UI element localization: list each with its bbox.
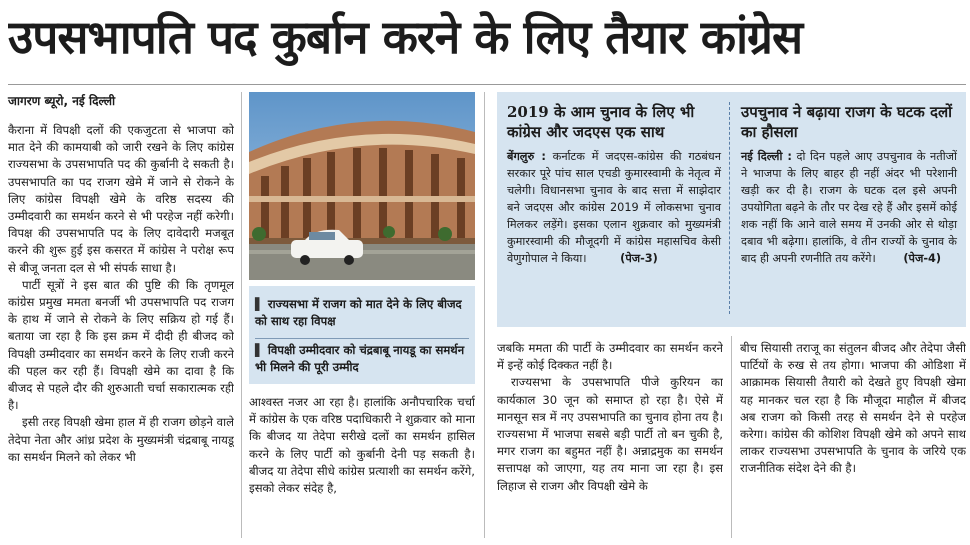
paragraph: इसी तरह विपक्षी खेमा हाल में ही राजग छोड़ने वाले तेदेपा नेता और आंध्र प्रदेश के मुख्यमंत्री चंद्रबाबू नायडू का समर्थन मिलने को लेकर भी bbox=[8, 415, 234, 464]
highlights-box bbox=[249, 286, 475, 384]
highlight-text: राज्यसभा में राजग को मात देने के लिए बीजद को साथ रहा विपक्ष bbox=[255, 297, 462, 328]
paragraph: जबकि ममता की पार्टी के उम्मीदवार का समर्थन करने में इन्हें कोई दिक्कत नहीं है। bbox=[497, 341, 723, 373]
related-news-text bbox=[741, 148, 957, 267]
parliament-photo bbox=[249, 92, 475, 280]
headline-rule bbox=[8, 84, 966, 85]
page-ref: (पेज-3) bbox=[620, 252, 658, 265]
paragraph: आश्वस्त नजर आ रहा है। हालांकि अनौपचारिक चर्चा में कांग्रेस के एक वरिष्ठ पदाधिकारी ने शुक्रवार को माना कि बीजद या तेदेपा सरीखे दलों का समर्थन हासिल करने के लिए पार्टी को कुर्बानी देनी पड़ सकती है। बीजद या तेदेपा सीधे कांग्रेस प्रत्याशी का समर्थन करेंगे, इसको लेकर संदेह है, bbox=[249, 395, 475, 496]
article-column-2 bbox=[249, 394, 475, 540]
related-news-box bbox=[497, 92, 966, 327]
headline: उपसभापति पद कुर्बान करने के लिए तैयार कांग्रेस bbox=[8, 10, 803, 64]
article-column-1 bbox=[8, 122, 234, 540]
highlight-item bbox=[255, 342, 469, 376]
dateline: नई दिल्ली : bbox=[741, 150, 792, 163]
article-column-3 bbox=[497, 340, 723, 540]
related-news-right bbox=[741, 102, 957, 267]
paragraph: बीच सियासी तराजू का संतुलन बीजद और तेदेपा जैसी पार्टियों के रुख से तय होगा। भाजपा की ओडिशा में आक्रामक सियासी तैयारी को देखते हुए विपक्षी खेमा यह मानकर चल रहा है कि मौजूदा माहौल में बीजद अब राजग को किसी तरह से समर्थन देने से परहेज करेगा। कांग्रेस की कोशिश विपक्षी खेमे को अपने साथ लाकर राज्यसभा उपसभापति के चुनाव के जरिये एक राजनीतिक संदेश देने की है। bbox=[740, 341, 966, 476]
box-divider bbox=[729, 102, 730, 314]
dateline: बेंगलुरु : bbox=[507, 150, 546, 163]
related-news-heading: 2019 के आम चुनाव के लिए भी कांग्रेस और जदएस एक साथ bbox=[507, 103, 695, 141]
article-column-4 bbox=[740, 340, 966, 540]
related-news-text bbox=[507, 148, 721, 267]
page-ref: (पेज-4) bbox=[903, 252, 942, 265]
paragraph: पार्टी सूत्रों ने इस बात की पुष्टि की कि तृणमूल कांग्रेस प्रमुख ममता बनर्जी भी उपसभापति पद राजग के हाथ में जाने से रोकने के लिए सक्रिय हो गई हैं। बताया जा रहा है कि इस क्रम में दीदी ही बीजद को विपक्षी उम्मीदवार का समर्थन करने के लिए राजी करने की पहल कर रही हैं। विपक्षी खेमे का दावा है कि बीजद से पहले दौर की शुरुआती चर्चा सकारात्मक रही है। bbox=[8, 277, 234, 413]
body-text: दो दिन पहले आए उपचुनाव के नतीजों ने भाजपा के लिए बाहर ही नहीं अंदर भी परेशानी खड़ी कर दी है। राजग के घटक दल इसे अपनी उपयोगिता बढ़ने के तौर पर देख रहे हैं और इसमें कोई शक नहीं कि आने वाले समय में उनकी ओर से थोड़ा दबाव भी बढ़ेगा। हालांकि, वे तीन राज्यों के चुनाव के बाद ही अपनी रणनीति तय करेंगे। bbox=[741, 150, 957, 265]
paragraph: राज्यसभा के उपसभापति पीजे कुरियन का कार्यकाल 30 जून को समाप्त हो रहा है। ऐसे में मानसून सत्र में नए उपसभापति का चुनाव होना तय है। राज्यसभा में भाजपा सबसे बड़ी पार्टी तो बन चुकी है, मगर राजग का बहुमत नहीं है। अन्नाद्रमुक का समर्थन सत्तापक्ष को जाएगा, यह तय माना जा रहा है। इस लिहाज से राजग और विपक्षी खेमे के bbox=[497, 375, 723, 493]
parliament-building-image bbox=[249, 92, 475, 280]
related-news-left bbox=[507, 102, 721, 267]
column-rule bbox=[484, 92, 485, 538]
highlight-text: विपक्षी उम्मीदवार को चंद्रबाबू नायडू का समर्थन भी मिलने की पूरी उम्मीद bbox=[255, 343, 465, 374]
highlight-divider bbox=[255, 338, 469, 339]
column-rule bbox=[241, 92, 242, 538]
column-rule bbox=[731, 336, 732, 538]
highlight-item bbox=[255, 296, 469, 330]
related-news-heading: उपचुनाव ने बढ़ाया राजग के घटक दलों का हौसला bbox=[741, 103, 953, 141]
byline: जागरण ब्यूरो, नई दिल्ली bbox=[8, 94, 116, 108]
bullet-icon: ▌ bbox=[255, 297, 264, 311]
bullet-icon: ▌ bbox=[255, 343, 264, 357]
paragraph: कैराना में विपक्षी दलों की एकजुटता से भाजपा को मात देने की कामयाबी को जारी रखने के लिए कांग्रेस राज्यसभा के उपसभापति पद की कुर्बानी दे सकती है। उपसभापति का पद राजग खेमे में जाने से रोकने के लिए कांग्रेस विपक्षी खेमे के वरिष्ठ सदस्य की उम्मीदवारी का समर्थन करने से भी परहेज नहीं करेगी। विपक्ष की उपसभापति पद के लिए दावेदारी मजबूत करने की शुरू हुई इस कसरत में कांग्रेस ने परोक्ष रूप से बीजू जनता दल से भी संपर्क साधा है। bbox=[8, 123, 234, 275]
body-text: कर्नाटक में जदएस-कांग्रेस की गठबंधन सरकार पूरे पांच साल एचडी कुमारस्वामी के नेतृत्व में चलेगी। विधानसभा चुनाव के बाद सत्ता में साझेदार बने जदएस और कांग्रेस 2019 में लोकसभा चुनाव मिलकर लड़ेंगे। इसका एलान शुक्रवार को मुख्यमंत्री कुमारस्वामी की मौजूदगी में कांग्रेस महासचिव केसी वेणुगोपाल ने किया। bbox=[507, 150, 721, 265]
